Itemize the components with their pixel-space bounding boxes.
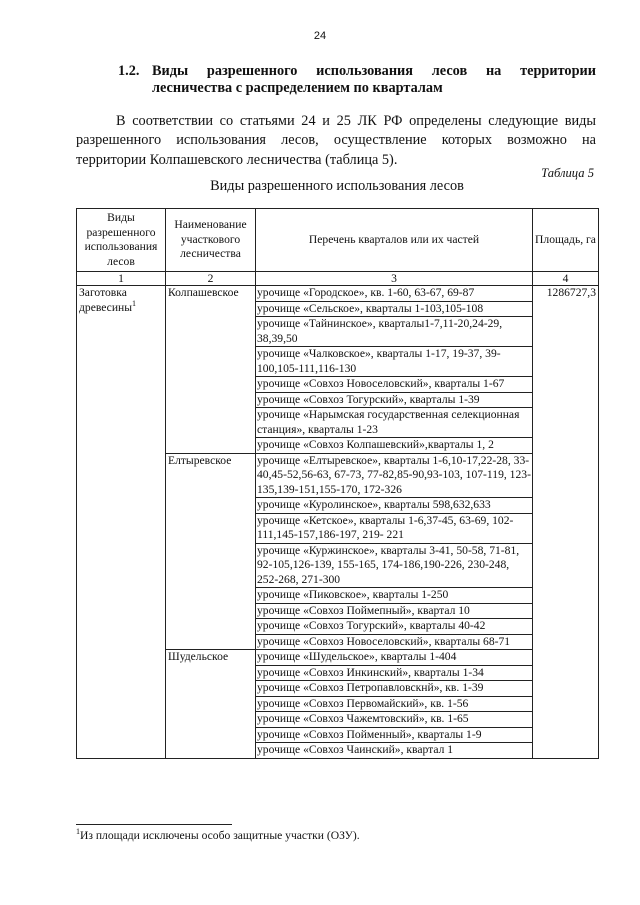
table-title: Виды разрешенного использования лесов [210, 178, 464, 194]
quarters-cell: урочище «Нарымская государственная селекционная станция», кварталы 1-23 [256, 408, 533, 438]
quarters-cell: урочище «Сельское», кварталы 1-103,105-108 [256, 301, 533, 317]
intro-line-1: В соответствии со статьями 24 и 25 ЛК РФ определены следующие виды [116, 113, 596, 129]
quarters-cell: урочище «Совхоз Инкинский», кварталы 1-34 [256, 665, 533, 681]
quarters-cell: урочище «Городское», кв. 1-60, 63-67, 69-87 [256, 286, 533, 302]
quarters-cell: урочище «Совхоз Тогурский», кварталы 40-42 [256, 619, 533, 635]
intro-paragraph [76, 112, 596, 170]
section-number: 1.2. [118, 63, 140, 79]
quarters-cell: урочище «Пиковское», кварталы 1-250 [256, 588, 533, 604]
table-header-row [77, 209, 599, 272]
header-district: Наименование участкового лесничества [166, 209, 256, 272]
quarters-cell: урочище «Совхоз Новоселовский», кварталы 68-71 [256, 634, 533, 650]
quarters-cell: урочище «Куржинское», кварталы 3-41, 50-58, 71-81, 92-105,126-139, 155-165, 174-186,190-226, 230-248, 252-268, 271-300 [256, 543, 533, 588]
quarters-cell: урочище «Куролинское», кварталы 598,632,633 [256, 498, 533, 514]
column-number: 1 [77, 272, 166, 286]
column-number: 3 [256, 272, 533, 286]
header-area: Площадь, га [533, 209, 599, 272]
quarters-cell: урочище «Совхоз Чаинский», квартал 1 [256, 743, 533, 759]
table-row [77, 286, 599, 302]
intro-line-3: территории Колпашевского лесничества (таблица 5). [76, 151, 398, 168]
use-type-text: Заготовка древесины [79, 286, 133, 314]
column-number: 2 [166, 272, 256, 286]
quarters-cell: урочище «Совхоз Тогурский», кварталы 1-39 [256, 392, 533, 408]
quarters-cell: урочище «Тайнинское», кварталы1-7,11-20,24-29, 38,39,50 [256, 317, 533, 347]
column-number-row [77, 272, 599, 286]
quarters-cell: урочище «Совхоз Пойменный», кварталы 1-9 [256, 727, 533, 743]
footnote-marker: 1 [76, 827, 80, 837]
footnote-text: Из площади исключены особо защитные участки (ОЗУ). [80, 829, 360, 842]
section-heading [118, 63, 596, 97]
quarters-cell: урочище «Чалковское», кварталы 1-17, 19-37, 39-100,105-111,116-130 [256, 347, 533, 377]
quarters-cell: урочище «Шудельское», кварталы 1-404 [256, 650, 533, 666]
quarters-cell: урочище «Совхоз Петропавловскнй», кв. 1-39 [256, 681, 533, 697]
quarters-cell: урочище «Елтыревское», кварталы 1-6,10-17,22-28, 33-40,45-52,56-63, 67-73, 77-82,85-90,93-103, 107-119, 123-135,139-151,155-170, 172-326 [257, 453, 531, 496]
header-use-type: Виды разрешенного использования лесов [77, 209, 166, 272]
quarters-cell: урочище «Кетское», кварталы 1-6,37-45, 63-69, 102-111,145-157,186-197, 219- 221 [256, 513, 533, 543]
header-quarters: Перечень кварталов или их частей [256, 209, 533, 272]
use-type-cell [77, 286, 166, 759]
table-label: Таблица 5 [541, 166, 594, 180]
quarters-cell: урочище «Совхоз Поймепный», квартал 10 [256, 603, 533, 619]
footnote-divider [76, 824, 232, 825]
section-title-line-1: Виды разрешенного использования лесов на территории [152, 63, 596, 79]
intro-line-2: разрешенного использования лесов, осуществление которых возможно на [76, 132, 596, 149]
forest-use-table [76, 208, 599, 759]
quarters-cell: урочище «Совхоз Чажемтовский», кв. 1-65 [256, 712, 533, 728]
area-cell: 1286727,3 [533, 286, 599, 759]
district-name-cell: Шудельское [166, 650, 256, 759]
column-number: 4 [533, 272, 599, 286]
footnote-ref: 1 [132, 298, 137, 308]
district-name-cell: Колпашевское [166, 286, 256, 454]
quarters-cell: урочище «Совхоз Новоселовский», кварталы 1-67 [256, 377, 533, 393]
page-number: 24 [313, 30, 327, 42]
footnote [76, 829, 360, 842]
district-name-cell: Елтыревское [166, 453, 256, 650]
quarters-cell: урочище «Совхоз Первомайский», кв. 1-56 [256, 696, 533, 712]
quarters-cell: урочище «Совхоз Колпашевский»,кварталы 1, 2 [256, 438, 533, 454]
section-title-line-2: лесничества с распределением по кварталам [152, 80, 443, 96]
